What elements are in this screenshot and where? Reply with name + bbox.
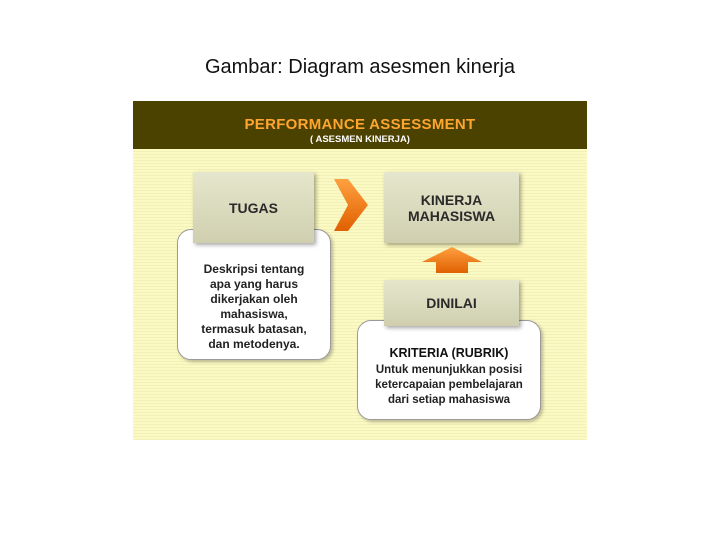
tugas-description-line: dikerjakan oleh [210,292,298,306]
tugas-box [193,172,314,243]
rubrik-title: KRITERIA (RUBRIK) [389,346,509,360]
kinerja-label-line1: KINERJA [420,191,483,208]
tugas-description-line: dan metodenya. [208,337,300,351]
tugas-description-line: mahasiswa, [220,307,288,321]
kinerja-mahasiswa-box [384,172,519,243]
kinerja-label-line2: MAHASISWA [407,207,496,224]
tugas-description-line: Deskripsi tentang [203,262,305,276]
up-arrow-icon [421,246,483,276]
dinilai-label: DINILAI [426,295,477,311]
tugas-description-line: termasuk batasan, [201,322,307,336]
diagram-subtitle: ( ASESMEN KINERJA) [310,134,410,145]
diagram-header [133,101,587,149]
figure-caption: Gambar: Diagram asesmen kinerja [204,56,516,78]
dinilai-box [384,280,519,326]
right-arrow-icon [330,177,370,233]
performance-assessment-diagram [133,101,587,440]
rubrik-bubble [357,320,541,420]
tugas-description-line: apa yang harus [209,277,299,291]
rubrik-line: Untuk menunjukkan posisi [375,364,523,376]
diagram-title: PERFORMANCE ASSESSMENT [244,116,476,133]
rubrik-line: ketercapaian pembelajaran [375,379,523,391]
tugas-label: TUGAS [229,199,278,216]
tugas-description-bubble [177,229,331,360]
rubrik-line: dari setiap mahasiswa [387,394,511,406]
